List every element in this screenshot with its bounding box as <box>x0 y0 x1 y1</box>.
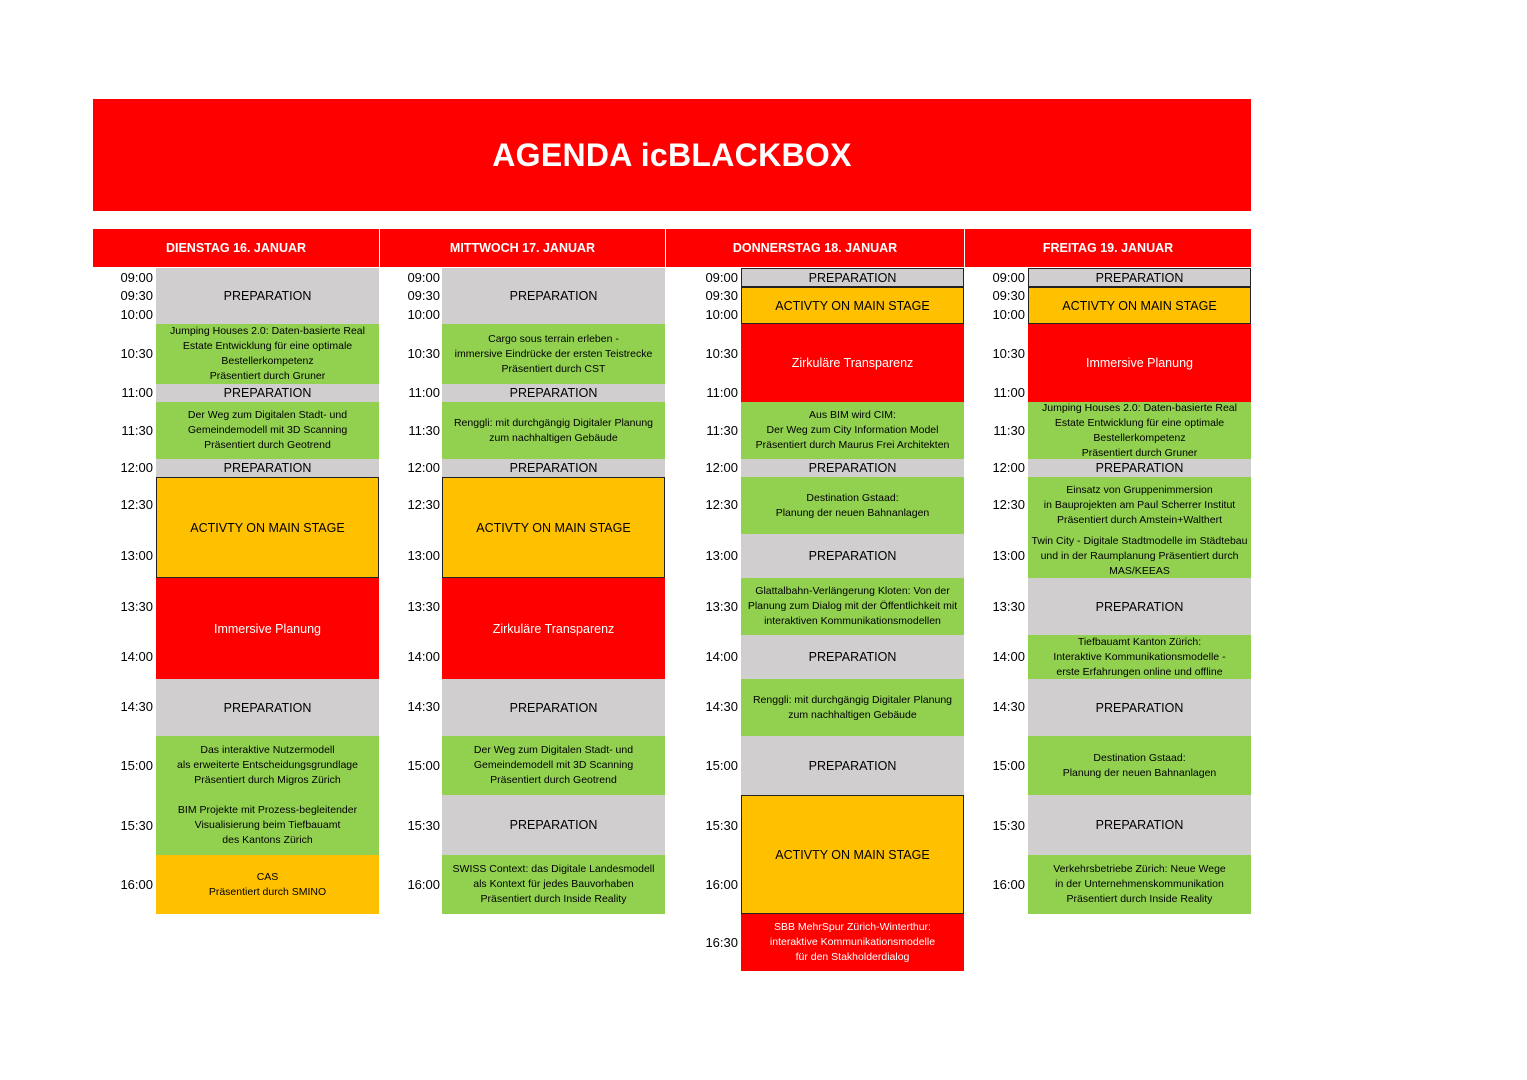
time-label: 16:30 <box>705 935 738 950</box>
day-header: DIENSTAG 16. JANUAR <box>93 229 379 267</box>
time-label: 14:00 <box>992 649 1025 664</box>
time-label: 10:30 <box>992 346 1025 361</box>
time-label: 12:00 <box>120 460 153 475</box>
page-title: AGENDA icBLACKBOX <box>492 136 852 173</box>
session-slot: CAS Präsentiert durch SMINO <box>156 855 379 914</box>
time-label: 13:30 <box>992 599 1025 614</box>
session-slot: SWISS Context: das Digitale Landesmodell als Kontext für jedes Bauvorhaben Präsentiert durch Inside Reality <box>442 855 665 914</box>
time-label: 11:00 <box>408 385 440 400</box>
time-label: 10:00 <box>120 307 153 322</box>
time-label: 11:00 <box>121 385 153 400</box>
session-slot: BIM Projekte mit Prozess-begleitender Visualisierung beim Tiefbauamt des Kantons Zürich <box>156 795 379 855</box>
time-label: 14:00 <box>407 649 440 664</box>
time-label: 12:30 <box>705 497 738 512</box>
preparation-slot: PREPARATION <box>156 384 379 402</box>
time-label: 10:30 <box>705 346 738 361</box>
highlight-slot: Immersive Planung <box>156 578 379 679</box>
time-label: 10:30 <box>120 346 153 361</box>
time-label: 10:00 <box>407 307 440 322</box>
session-slot: Cargo sous terrain erleben - immersive Eindrücke der ersten Teistrecke Präsentiert durch CST <box>442 324 665 384</box>
preparation-slot: PREPARATION <box>741 736 964 795</box>
day-header: MITTWOCH 17. JANUAR <box>380 229 665 267</box>
time-label: 12:00 <box>992 460 1025 475</box>
time-label: 12:00 <box>407 460 440 475</box>
preparation-slot: PREPARATION <box>156 459 379 477</box>
main-stage-slot: ACTIVTY ON MAIN STAGE <box>442 477 665 578</box>
time-label: 13:30 <box>407 599 440 614</box>
session-slot: Destination Gstaad: Planung der neuen Bahnanlagen <box>1028 736 1251 795</box>
agenda-banner <box>93 99 1251 211</box>
time-label: 14:30 <box>407 699 440 714</box>
time-label: 12:00 <box>705 460 738 475</box>
preparation-slot: PREPARATION <box>442 679 665 736</box>
preparation-slot: PREPARATION <box>1028 679 1251 736</box>
preparation-slot: PREPARATION <box>1028 459 1251 477</box>
time-label: 09:00 <box>705 270 738 285</box>
day-header: FREITAG 19. JANUAR <box>965 229 1251 267</box>
time-label: 13:00 <box>407 548 440 563</box>
highlight-session-slot: SBB MehrSpur Zürich-Winterthur: interaktive Kommunikationsmodelle für den Stakholderdialog <box>741 914 964 971</box>
time-label: 15:00 <box>705 758 738 773</box>
session-slot: Renggli: mit durchgängig Digitaler Planung zum nachhaltigen Gebäude <box>741 679 964 736</box>
time-label: 14:00 <box>705 649 738 664</box>
time-label: 13:00 <box>992 548 1025 563</box>
session-slot: Der Weg zum Digitalen Stadt- und Gemeindemodell mit 3D Scanning Präsentiert durch Geotrend <box>442 736 665 795</box>
session-slot: Glattalbahn-Verlängerung Kloten: Von der Planung zum Dialog mit der Öffentlichkeit mit interaktiven Kommunikationsmodellen <box>741 578 964 635</box>
time-label: 16:00 <box>120 877 153 892</box>
time-label: 16:00 <box>992 877 1025 892</box>
time-label: 13:30 <box>705 599 738 614</box>
time-label: 11:30 <box>121 423 153 438</box>
preparation-slot: PREPARATION <box>442 384 665 402</box>
main-stage-slot: ACTIVTY ON MAIN STAGE <box>741 795 964 914</box>
time-label: 10:00 <box>992 307 1025 322</box>
preparation-slot: PREPARATION <box>1028 268 1251 287</box>
highlight-slot: Zirkuläre Transparenz <box>442 578 665 679</box>
preparation-slot: PREPARATION <box>1028 578 1251 635</box>
time-label: 10:00 <box>705 307 738 322</box>
time-label: 13:00 <box>120 548 153 563</box>
highlight-slot: Immersive Planung <box>1028 324 1251 402</box>
time-label: 14:00 <box>120 649 153 664</box>
main-stage-slot: ACTIVTY ON MAIN STAGE <box>156 477 379 578</box>
preparation-slot: PREPARATION <box>156 268 379 324</box>
time-label: 11:00 <box>993 385 1025 400</box>
time-label: 09:30 <box>407 288 440 303</box>
time-label: 11:30 <box>706 423 738 438</box>
main-stage-slot: ACTIVTY ON MAIN STAGE <box>1028 287 1251 324</box>
session-slot: Verkehrsbetriebe Zürich: Neue Wege in der Unternehmenskommunikation Präsentiert durch Inside Reality <box>1028 855 1251 914</box>
session-slot: Aus BIM wird CIM: Der Weg zum City Information Model Präsentiert durch Maurus Frei Architekten <box>741 402 964 459</box>
preparation-slot: PREPARATION <box>442 795 665 855</box>
time-label: 12:30 <box>120 497 153 512</box>
time-label: 15:30 <box>992 818 1025 833</box>
session-slot: Jumping Houses 2.0: Daten-basierte Real Estate Entwicklung für eine optimale Bestellerkompetenz Präsentiert durch Gruner <box>1028 402 1251 459</box>
session-slot: Einsatz von Gruppenimmersion in Bauprojekten am Paul Scherrer Institut Präsentiert durch Amstein+Walthert <box>1028 477 1251 534</box>
preparation-slot: PREPARATION <box>741 635 964 679</box>
session-slot: Das interaktive Nutzermodell als erweiterte Entscheidungsgrundlage Präsentiert durch Migros Zürich <box>156 736 379 795</box>
highlight-slot: Zirkuläre Transparenz <box>741 324 964 402</box>
time-label: 16:00 <box>705 877 738 892</box>
time-label: 14:30 <box>992 699 1025 714</box>
day-header: DONNERSTAG 18. JANUAR <box>666 229 964 267</box>
time-label: 15:30 <box>407 818 440 833</box>
time-label: 13:00 <box>705 548 738 563</box>
session-slot: Destination Gstaad: Planung der neuen Bahnanlagen <box>741 477 964 534</box>
time-label: 16:00 <box>407 877 440 892</box>
preparation-slot: PREPARATION <box>741 534 964 578</box>
preparation-slot: PREPARATION <box>1028 795 1251 855</box>
time-label: 13:30 <box>120 599 153 614</box>
time-label: 15:30 <box>120 818 153 833</box>
preparation-slot: PREPARATION <box>156 679 379 736</box>
time-label: 11:30 <box>993 423 1025 438</box>
time-label: 09:30 <box>992 288 1025 303</box>
time-label: 11:00 <box>706 385 738 400</box>
time-label: 14:30 <box>120 699 153 714</box>
preparation-slot: PREPARATION <box>442 268 665 324</box>
time-label: 09:30 <box>705 288 738 303</box>
preparation-slot: PREPARATION <box>741 268 964 287</box>
session-slot: Der Weg zum Digitalen Stadt- und Gemeindemodell mit 3D Scanning Präsentiert durch Geotrend <box>156 402 379 459</box>
time-label: 09:00 <box>407 270 440 285</box>
time-label: 09:00 <box>120 270 153 285</box>
time-label: 15:00 <box>992 758 1025 773</box>
time-label: 09:30 <box>120 288 153 303</box>
time-label: 15:00 <box>120 758 153 773</box>
session-slot: Jumping Houses 2.0: Daten-basierte Real Estate Entwicklung für eine optimale Bestellerkompetenz Präsentiert durch Gruner <box>156 324 379 384</box>
session-slot: Twin City - Digitale Stadtmodelle im Städtebau und in der Raumplanung Präsentiert durch MAS/KEEAS <box>1028 534 1251 578</box>
time-label: 11:30 <box>408 423 440 438</box>
time-label: 10:30 <box>407 346 440 361</box>
main-stage-slot: ACTIVTY ON MAIN STAGE <box>741 287 964 324</box>
time-label: 15:30 <box>705 818 738 833</box>
preparation-slot: PREPARATION <box>741 459 964 477</box>
time-label: 15:00 <box>407 758 440 773</box>
time-label: 14:30 <box>705 699 738 714</box>
time-label: 12:30 <box>992 497 1025 512</box>
time-label: 09:00 <box>992 270 1025 285</box>
session-slot: Tiefbauamt Kanton Zürich: Interaktive Kommunikationsmodelle - erste Erfahrungen online und offline <box>1028 635 1251 679</box>
time-label: 12:30 <box>407 497 440 512</box>
session-slot: Renggli: mit durchgängig Digitaler Planung zum nachhaltigen Gebäude <box>442 402 665 459</box>
preparation-slot: PREPARATION <box>442 459 665 477</box>
